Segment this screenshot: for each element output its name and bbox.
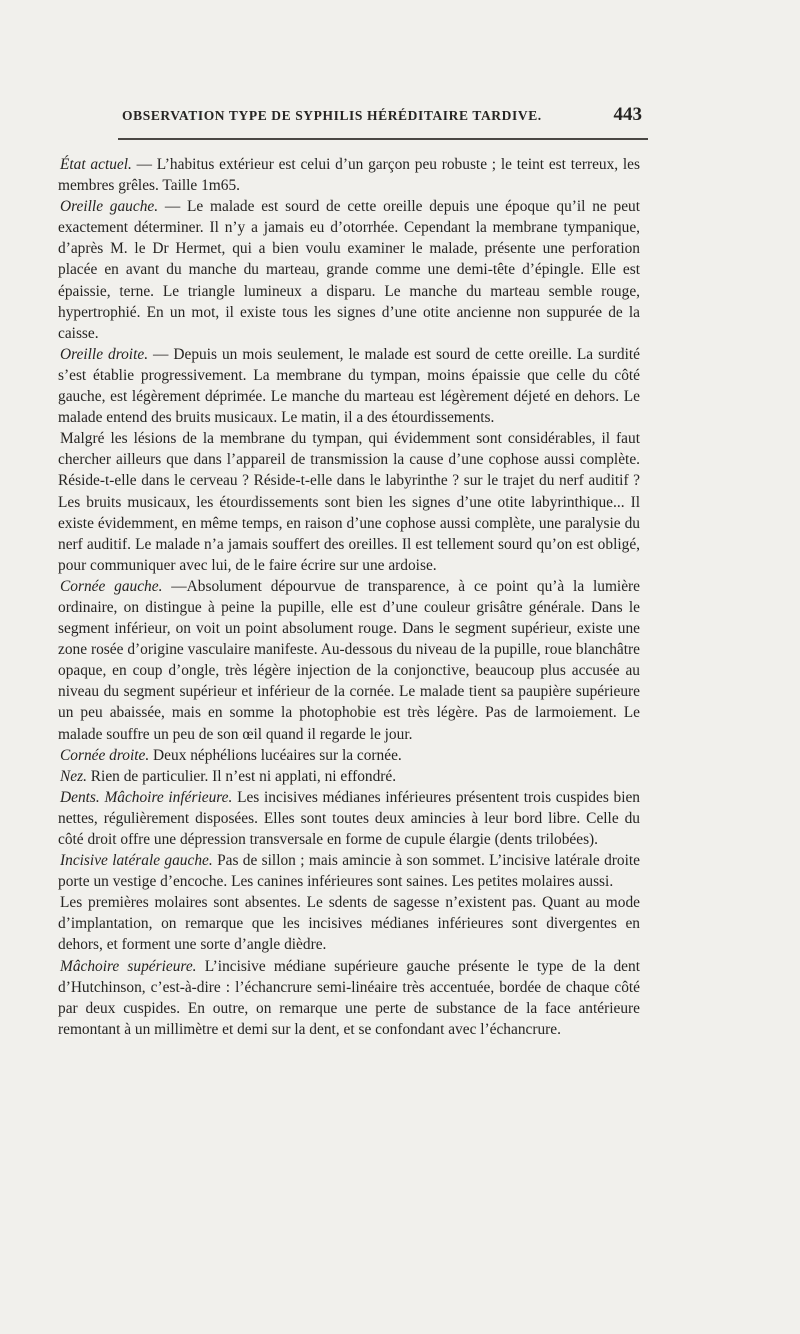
paragraph-text: Pas de sillon ; mais amincie à son sommet. L’incisive latérale droite porte un vestige d’encoche. Les canines inférieures sont saines. Les petites molaires aussi. [58,852,641,891]
paragraph-lead: Nez. [60,767,87,785]
paragraph-text: — Depuis un mois seulement, le malade est sourd de cette oreille. La surdité s’est établie progressivement. La membrane du tympan, moins épaissie que celle du côté gauche, est légèrement déprimée. Le manche du marteau est légèrement déjeté en dehors. Le malade entend des bruits musicaux. Le matin, il a des étourdissements. [58,345,640,427]
paragraph-text: Malgré les lésions de la membrane du tympan, qui évidemment sont considérables, il faut chercher ailleurs que dans l’appareil de transmission la cause d’une cophose aussi complète. Réside-t-elle dans le cerveau ? Réside-t-elle dans le labyrinthe ? sur le trajet du nerf auditif ? Les bruits musicaux, les étourdissements sont bien les signes d’une otite labyrinthique... Il existe évidemment, en même temps, en raison d’une cophose aussi complète, une paralysie du nerf auditif. Le malade n’a jamais souffert des oreilles. Il est tellement sourd qu’on est obligé, pour communiquer avec lui, de le faire écrire sur une ardoise. [58,430,640,574]
paragraph-text: Rien de particulier. Il n’est ni applati, ni effondré. [86,767,397,785]
paragraph-lead: Oreille gauche. [60,198,159,216]
paragraph-lead: Oreille droite. [60,345,149,363]
body-text [58,154,640,1040]
paragraph-text: — L’habitus extérieur est celui d’un garçon peu robuste ; le teint est terreux, les membres grêles. Taille 1m65. [58,156,640,195]
paragraph-lead: État actuel. [60,156,132,173]
paragraph-lead: Dents. Mâchoire inférieure. [60,788,233,806]
paragraph-text: Les incisives médianes inférieures présentent trois cuspides bien nettes, régulièrement disposées. Elles sont toutes deux amincies à leur bord libre. Celle du côté droit offre une dépression transversale en forme de cupule élargie (dents trilobées). [58,788,640,848]
page-number: 443 [613,104,642,125]
paragraph-lead: Incisive latérale gauche. [60,852,213,870]
paragraph-oreille-gauche [58,196,640,344]
paragraph-text: —Absolument dépourvue de transparence, à ce point qu’à la lumière ordinaire, on distingue à peine la pupille, elle est d’une couleur grisâtre générale. Dans le segment inférieur, on voit un point absolument rouge. Dans le segment supérieur, existe une zone rosée d’origine vasculaire manifeste. Au-dessous du niveau de la pupille, roue blanchâtre opaque, en coup d’ongle, très légère injection de la conjonctive, beaucoup plus accusée au niveau du segment supérieur et inférieur de la cornée. Le malade tient sa paupière supérieure un peu abaissée, mais en somme la photophobie est très légère. Pas de larmoiement. Le malade souffre un peu de son œil quand il regarde le jour. [58,577,640,743]
paragraph-cornee-droite [58,745,640,766]
page-header [118,104,648,140]
paragraph-cornee-gauche [58,576,640,745]
paragraph-lead: Cornée droite. [60,746,150,764]
paragraph-text: Les premières molaires sont absentes. Le sdents de sagesse n’existent pas. Quant au mode d’implantation, on remarque que les incisives médianes inférieures sont divergentes en dehors, et forment une sorte d’angle dièdre. [58,894,640,954]
paragraph-text: L’incisive médiane supérieure gauche présente le type de la dent d’Hutchinson, c’est-à-dire : l’échancrure semi-linéaire très accentuée, bordée de chaque côté par deux cuspides. En outre, on remarque une perte de substance de la face antérieure remontant à un millimètre et demi sur la dent, et se confondant avec l’échancrure. [58,957,640,1038]
paragraph-dents [58,787,640,850]
running-title: OBSERVATION TYPE DE SYPHILIS HÉRÉDITAIRE TARDIVE. [122,108,542,123]
paragraph-nez [58,766,640,787]
paragraph-text: Deux néphélions lucéaires sur la cornée. [149,746,402,764]
paragraph-lesions [58,428,640,576]
paragraph-premieres-molaires [58,892,640,955]
paragraph-etat-actuel [58,154,640,196]
paragraph-machoire-superieure [58,956,640,1040]
paragraph-lead: Cornée gauche. [60,577,163,595]
paragraph-text: — Le malade est sourd de cette oreille depuis une époque qu’il ne peut exactement déterminer. Il n’y a jamais eu d’otorrhée. Cependant la membrane tympanique, d’après M. le Dr Hermet, qui a bien voulu examiner le malade, présente une perforation placée en avant du manche du marteau, grande comme une demi-tête d’épingle. Elle est épaissie, terne. Le triangle lumineux a disparu. Le manche du marteau semble rouge, hypertrophié. En un mot, il existe tous les signes d’une otite ancienne non suppurée de la caisse. [58,198,641,342]
paragraph-lead: Mâchoire supérieure. [60,957,197,975]
paragraph-oreille-droite [58,344,640,428]
paragraph-incisive-laterale [58,850,640,892]
